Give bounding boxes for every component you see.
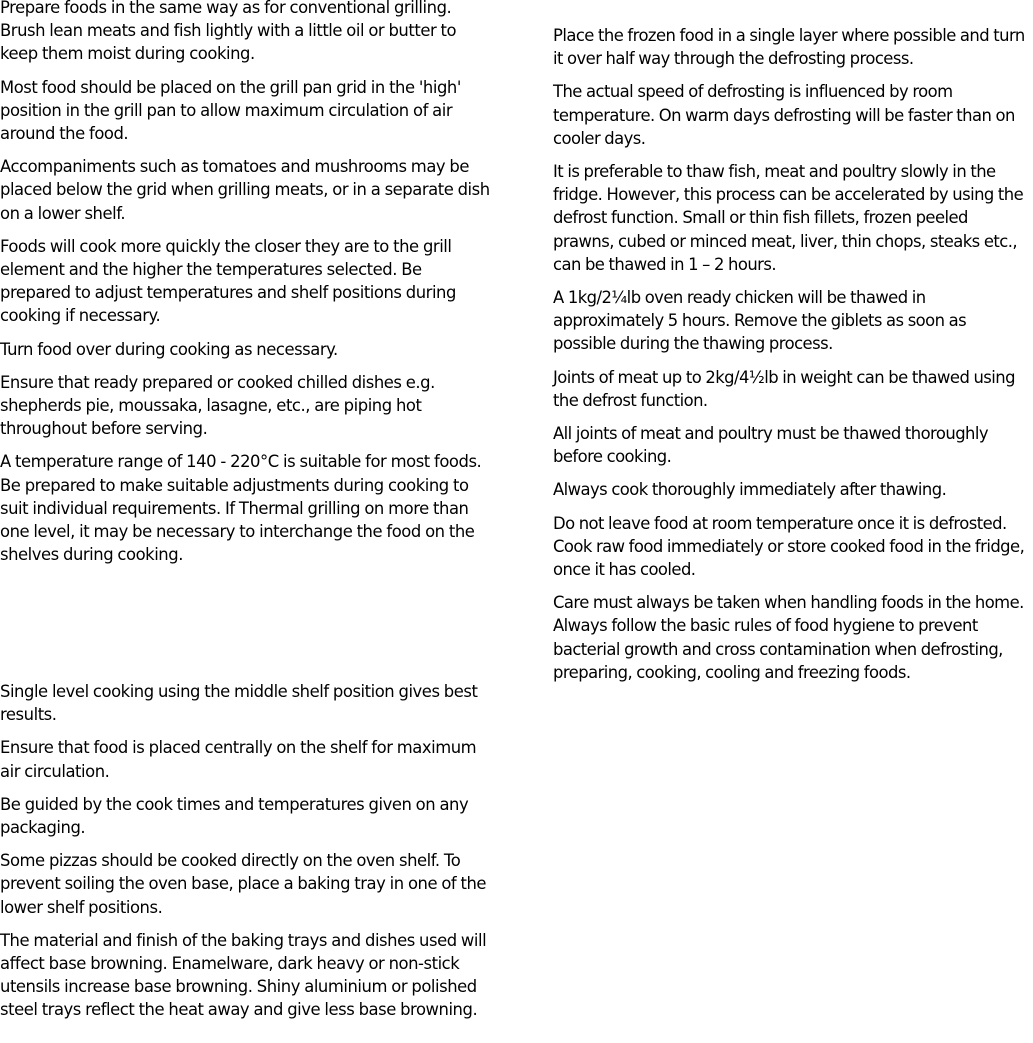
defrost-paragraph-1: Place the frozen food in a single layer where possible and turn it over half way through the defrosting process. — [553, 26, 1025, 69]
defrost-paragraph-9: Care must always be taken when handling foods in the home. Always follow the basic rules of food hygiene to prevent bacterial growth and cross contamination when defrosting, preparing, cooking, cooling and freezing foods. — [553, 593, 1024, 682]
defrosting-section — [553, 24, 1031, 694]
defrost-paragraph-3: It is preferable to thaw fish, meat and poultry slowly in the fridge. However, this process can be accelerated by using the defrost function. Small or thin fish fillets, frozen peeled prawns, cubed or minced meat, liver, thin chops, steaks etc., can be thawed in 1 – 2 hours. — [553, 162, 1024, 274]
grilling-paragraph-5: Turn food over during cooking as necessary. — [0, 339, 338, 359]
defrost-paragraph-2: The actual speed of defrosting is influenced by room temperature. On warm days defrosting will be faster than on cooler days. — [553, 82, 1015, 148]
grilling-paragraph-4: Foods will cook more quickly the closer they are to the grill element and the higher the temperatures selected. Be prepared to adjust temperatures and shelf positions during cooking if necessary. — [0, 236, 456, 326]
grilling-paragraph-6: Ensure that ready prepared or cooked chilled dishes e.g. shepherds pie, moussaka, lasagne, etc., are piping hot throughout before serving. — [0, 372, 435, 439]
pizza-paragraph-4: Some pizzas should be cooked directly on the oven shelf. To prevent soiling the oven base, place a baking tray in one of the lower shelf positions. — [0, 851, 487, 917]
grilling-paragraph-2: Most food should be placed on the grill pan grid in the 'high' position in the grill pan to allow maximum circulation of air around the food. — [0, 77, 461, 144]
grilling-paragraph-7: A temperature range of 140 - 220°C is suitable for most foods. Be prepared to make suitable adjustments during cooking to suit individual requirements. If Thermal grilling on more than one level, it may be necessary to interchange the food on the shelves during cooking. — [0, 452, 482, 565]
defrost-paragraph-8: Do not leave food at room temperature once it is defrosted. Cook raw food immediately or store cooked food in the fridge, once it has cooled. — [553, 513, 1025, 580]
pizza-paragraph-1: Single level cooking using the middle shelf position gives best results. — [0, 682, 478, 725]
defrost-paragraph-5: Joints of meat up to 2kg/4½lb in weight can be thawed using the defrost function. — [553, 367, 1015, 410]
defrost-paragraph-7: Always cook thoroughly immediately after thawing. — [553, 480, 947, 500]
pizza-paragraph-2: Ensure that food is placed centrally on the shelf for maximum air circulation. — [0, 738, 477, 781]
grilling-paragraph-3: Accompaniments such as tomatoes and mushrooms may be placed below the grid when grilling meats, or in a separate dish on a lower shelf. — [0, 157, 490, 223]
pizza-section — [0, 680, 492, 1032]
defrost-paragraph-6: All joints of meat and poultry must be thawed thoroughly before cooking. — [553, 424, 989, 467]
defrost-paragraph-4: A 1kg/2¼lb oven ready chicken will be thawed in approximately 5 hours. Remove the giblets as soon as possible during the thawing process. — [553, 288, 967, 354]
pizza-paragraph-3: Be guided by the cook times and temperatures given on any packaging. — [0, 794, 469, 838]
grilling-paragraph-1: Prepare foods in the same way as for conventional grilling. Brush lean meats and fish lightly with a little oil or butter to keep them moist during cooking. — [0, 0, 457, 64]
pizza-paragraph-5: The material and finish of the baking trays and dishes used will affect base browning. Enamelware, dark heavy or non-stick utensils increase base browning. Shiny aluminium or polished steel trays reflect the heat away and give less base browning. — [0, 930, 487, 1020]
thermal-grilling-section — [0, 0, 492, 576]
